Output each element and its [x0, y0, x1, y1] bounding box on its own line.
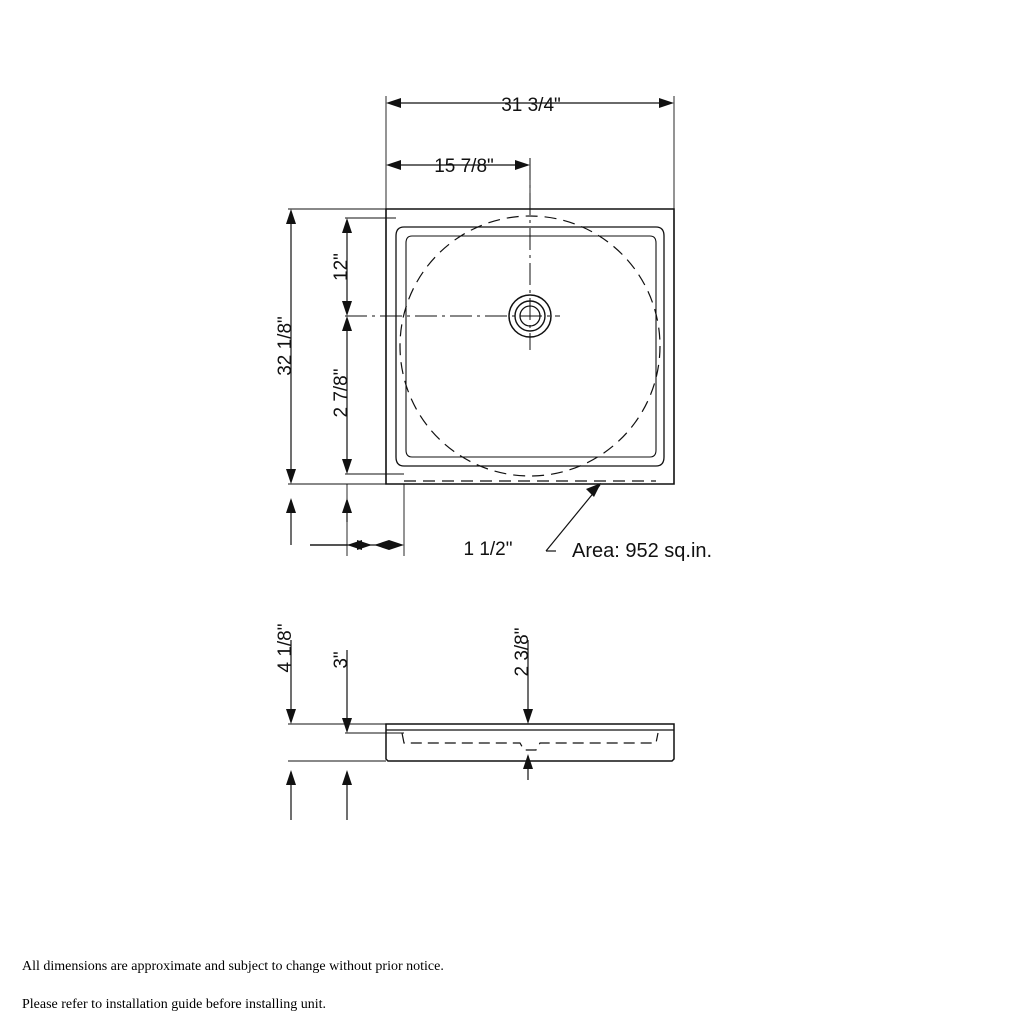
arrow-12in-top — [342, 218, 352, 233]
arrow-2-7-8-bottom — [342, 459, 352, 474]
arrow-12in-bottom — [342, 301, 352, 316]
dim-label-half-width: 15 7/8" — [434, 156, 494, 177]
dim-label-overall-width: 31 3/4" — [501, 95, 561, 116]
arrow-overall-height-bottom — [286, 469, 296, 484]
arrow-overall-width-right — [659, 98, 674, 108]
dim-label-bottom-offset: 2 7/8" — [331, 368, 352, 418]
footnote-line-2: Please refer to installation guide before installing unit. — [22, 997, 327, 1012]
dim-label-side-total-depth: 4 1/8" — [275, 623, 296, 673]
arrow-overall-width-left — [386, 98, 401, 108]
arrow-rim-right — [389, 540, 404, 550]
side-basin-dashed-profile — [402, 733, 658, 750]
arrow-height-extension — [286, 498, 296, 513]
arrow-basin-extension — [342, 498, 352, 513]
arrow-overall-height-top — [286, 209, 296, 224]
arrow-3in-bottom — [342, 718, 352, 733]
area-leader-arrow — [586, 483, 601, 497]
arrow-4-1-8-lower — [286, 770, 296, 785]
dim-label-side-inner-depth: 2 3/8" — [512, 627, 533, 677]
arrow-3in-lower — [342, 770, 352, 785]
dim-label-overall-height: 32 1/8" — [275, 316, 296, 376]
dim-label-drain-from-top: 12" — [331, 253, 352, 281]
area-label: Area: 952 sq.in. — [572, 540, 713, 562]
arrow-2-7-8-top — [342, 316, 352, 331]
dim-label-rim-width: 1 1/2" — [463, 539, 513, 560]
arrow-rim-far-left — [374, 540, 389, 550]
arrow-rim-outer-left — [357, 540, 372, 550]
footnote-line-1: All dimensions are approximate and subject to change without prior notice. — [22, 959, 444, 974]
sink-basin-inner-offset — [406, 236, 656, 457]
dim-label-side-basin-depth: 3" — [331, 651, 352, 669]
arrow-half-width-right — [515, 160, 530, 170]
arrow-2-3-8-bottom — [523, 709, 533, 724]
arrow-4-1-8-bottom — [286, 709, 296, 724]
arrow-half-width-left — [386, 160, 401, 170]
footnote-block — [22, 938, 444, 1033]
